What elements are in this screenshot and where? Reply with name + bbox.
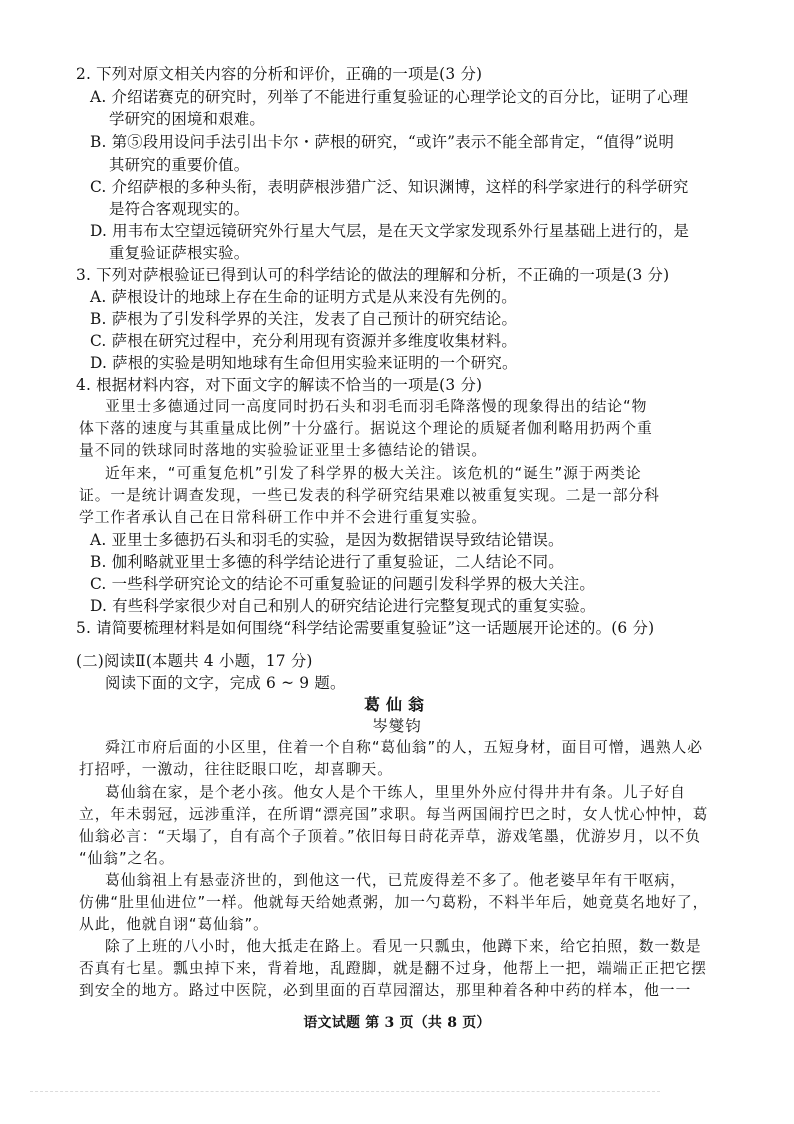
q2-option-d: D. 用韦布太空望远镜研究外行星大气层，是在天文学家发现系外行星基础上进行的，是 (90, 222, 690, 240)
q4-passage-line: 证。一是统计调查发现，一些已发表的科学研究结果难以被重复实现。二是一部分科 (79, 487, 660, 504)
q3-option-b: B. 萨根为了引发科学界的关注，发表了自己预计的研究结论。 (90, 310, 518, 328)
q4-passage-line: 体下落的速度与其重量成比例”十分盛行。据说这个理论的质疑者伽利略用扔两个重 (79, 420, 653, 437)
section-heading: (二)阅读Ⅱ(本题共 4 小题，17 分) (76, 652, 313, 670)
q3-option-a: A. 萨根设计的地球上存在生命的证明方式是从来没有先例的。 (90, 288, 517, 306)
q4-option-c: C. 一些科学研究论文的结论不可重复验证的问题引发科学界的极大关注。 (90, 575, 595, 593)
story-line: 从此，他就自诩“葛仙翁”。 (79, 916, 269, 933)
section-instruction: 阅读下面的文字，完成 6 ~ 9 题。 (105, 674, 346, 692)
story-line: 葛仙翁祖上有悬壶济世的，到他这一代，已荒废得差不多了。他老婆早年有干呕病， (105, 872, 686, 889)
story-line: 到安全的地方。路过中医院，必到里面的百草园溜达，那里种着各种中药的样本，他一一 (79, 982, 692, 999)
q2-option-b-cont: 其研究的重要价值。 (109, 156, 250, 174)
story-line: 仙翁必言：“天塌了，自有高个子顶着。”依旧每日莳花弄草，游戏笔墨，优游岁月，以不负 (79, 828, 701, 845)
q5-stem: 5. 请简要梳理材料是如何围绕“科学结论需要重复验证”这一话题展开论述的。(6 分) (76, 619, 655, 637)
q2-option-d-cont: 重复验证萨根实验。 (109, 244, 250, 262)
q2-stem: 2. 下列对原文相关内容的分析和评价，正确的一项是(3 分) (76, 65, 483, 83)
q3-option-c: C. 萨根在研究过程中，充分利用现有资源并多维度收集材料。 (90, 332, 517, 350)
q4-passage-line: 近年来，“可重复危机”引发了科学界的极大关注。该危机的“诞生”源于两类论 (105, 465, 642, 482)
story-author: 岑燮钧 (372, 717, 422, 735)
q3-option-d: D. 萨根的实验是明知地球有生命但用实验来证明的一个研究。 (90, 354, 518, 372)
divider (30, 1091, 660, 1092)
story-line: 打招呼，一激动，往往眨眼口吃，却喜聊天。 (79, 761, 393, 778)
q4-passage-line: 学工作者承认自己在日常科研工作中并不会进行重复实验。 (79, 509, 488, 526)
q2-option-a: A. 介绍诺赛克的研究时，列举了不能进行重复验证的心理学论文的百分比，证明了心理 (90, 88, 689, 106)
q2-option-a-cont: 学研究的困境和艰难。 (109, 110, 265, 128)
story-line: 立，年未弱冠，远涉重洋，在所谓“漂亮国”求职。每当两国闹拧巴之时，女人忧心忡忡，葛 (79, 806, 709, 823)
q3-stem: 3. 下列对萨根验证已得到认可的科学结论的做法的理解和分析，不正确的一项是(3 分) (76, 266, 670, 284)
q4-passage-line: 量不同的铁球同时落地的实验验证亚里士多德结论的错误。 (79, 442, 488, 459)
story-title: 葛仙翁 (363, 695, 430, 714)
q2-option-c-cont: 是符合客观现实的。 (109, 200, 250, 218)
page-footer: 语文试题 第 3 页（共 8 页） (303, 1015, 491, 1031)
story-line: 除了上班的八小时，他大抵走在路上。看见一只瓢虫，他蹲下来，给它拍照，数一数是 (105, 938, 702, 955)
story-line: 葛仙翁在家，是个老小孩。他女人是个干练人，里里外外应付得井井有条。儿子好自 (105, 784, 686, 801)
story-line: “仙翁”之名。 (79, 850, 175, 867)
q4-option-b: B. 伽利略就亚里士多德的科学结论进行了重复验证，二人结论不同。 (90, 553, 564, 571)
story-line: 否真有七星。瓢虫掉下来，背着地，乱蹬脚，就是翻不过身，他帮上一把，端端正正把它摆 (79, 960, 707, 977)
q4-option-d: D. 有些科学家很少对自己和别人的研究结论进行完整复现式的重复实验。 (90, 597, 596, 615)
q2-option-b: B. 第⑤段用设问手法引出卡尔・萨根的研究，“或许”表示不能全部肯定，“值得”说明 (90, 133, 675, 151)
q4-passage-line: 亚里士多德通过同一高度同时扔石头和羽毛而羽毛降落慢的现象得出的结论“物 (105, 398, 648, 415)
q2-option-c: C. 介绍萨根的多种头衔，表明萨根涉猎广泛、知识渊博，这样的科学家进行的科学研究 (90, 178, 689, 196)
q4-stem: 4. 根据材料内容，对下面文字的解读不恰当的一项是(3 分) (76, 376, 483, 394)
q4-option-a: A. 亚里士多德扔石头和羽毛的实验，是因为数据错误导致结论错误。 (90, 531, 564, 549)
story-line: 仿佛“肚里仙进位”一样。他就每天给她煮粥，加一勺葛粉，不料半年后，她竟莫名地好了， (79, 894, 709, 911)
story-line: 舜江市府后面的小区里，住着一个自称“葛仙翁”的人，五短身材，面目可憎，遇熟人必 (105, 739, 703, 756)
